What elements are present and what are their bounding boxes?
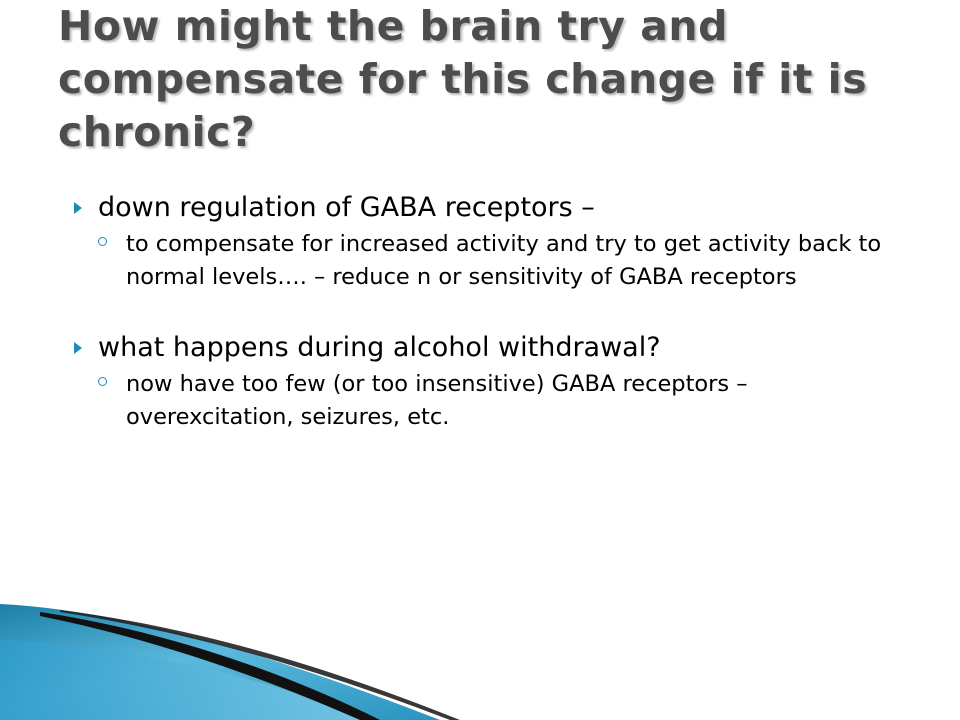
- slide-title: How might the brain try and compensate for this change if it is chronic?: [58, 2, 868, 156]
- swoosh-black-thin: [60, 610, 460, 720]
- swoosh-black-stroke: [40, 612, 380, 720]
- bullet-text: down regulation of GABA receptors –: [98, 192, 595, 223]
- triangle-bullet-icon: [74, 342, 82, 354]
- triangle-bullet-icon: [74, 202, 82, 214]
- sub-bullet-text: now have too few (or too insensitive) GABA receptors – overexcitation, seizures, etc.: [126, 371, 748, 430]
- sub-bullet-compensate: [74, 228, 914, 294]
- bullet-alcohol-withdrawal: [74, 328, 914, 368]
- bullet-down-regulation: [74, 188, 914, 228]
- circle-bullet-icon: [98, 377, 107, 386]
- sub-bullet-text: to compensate for increased activity and try to get activity back to normal levels…. – reduce n or sensitivity of GABA receptors: [126, 231, 882, 290]
- bullet-text: what happens during alcohol withdrawal?: [98, 332, 661, 363]
- swoosh-blue-highlight: [0, 640, 370, 720]
- swoosh-blue-base: [0, 604, 440, 720]
- circle-bullet-icon: [98, 237, 107, 246]
- sub-bullet-overexcitation: [74, 368, 914, 434]
- spacer: [74, 294, 914, 328]
- slide-content: [74, 188, 914, 434]
